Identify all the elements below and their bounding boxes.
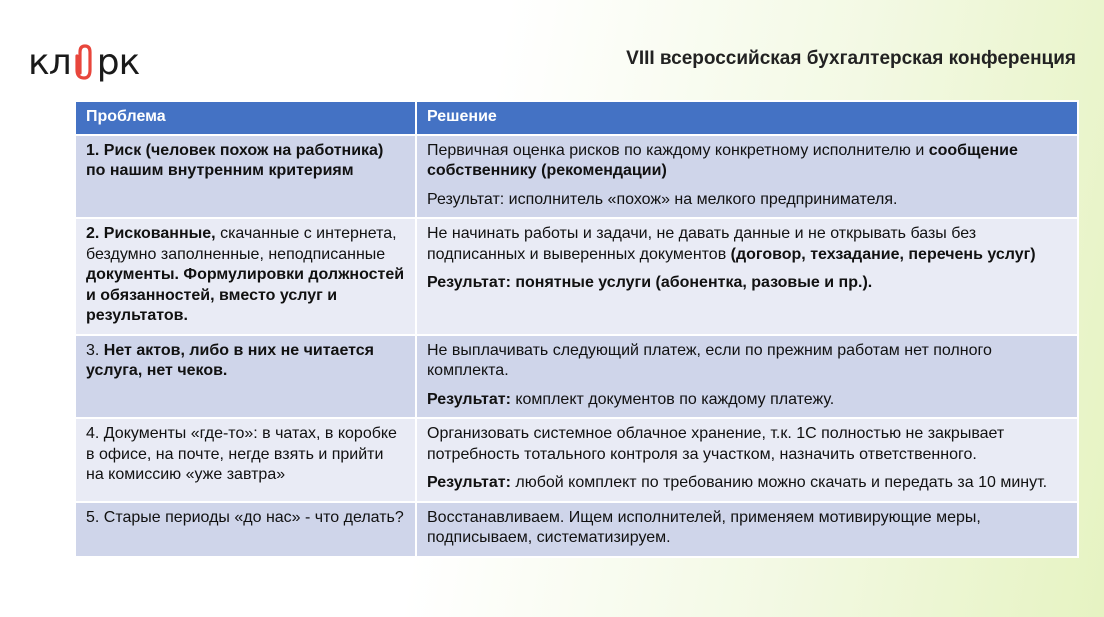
problem-bold-text: документы. Формулировки должностей и обязанностей, вместо услуг и результатов.	[86, 266, 405, 324]
problem-text: 4. Документы «где-то»: в чатах, в коробке в офисе, на почте, негде взять и прийти на комиссию «уже завтра»	[86, 425, 397, 483]
solution-cell	[416, 335, 1078, 419]
problem-text: 5. Старые периоды «до нас» - что делать?	[86, 508, 404, 526]
solution-bold-text: (договор, техзадание, перечень услуг)	[730, 245, 1036, 263]
logo-text-left: кл	[28, 41, 71, 83]
header-solution: Решение	[416, 101, 1078, 135]
result-label: Результат:	[427, 390, 511, 408]
paperclip-logo-icon	[72, 43, 96, 81]
result-label: Результат:	[427, 474, 511, 491]
result-text: Результат: исполнитель «похож» на мелкого предпринимателя.	[427, 190, 898, 208]
problem-cell	[75, 502, 416, 557]
solution-bold-text: сообщение собственнику (рекомендации)	[427, 141, 1018, 179]
solution-text: Первичная оценка рисков по каждому конкретному исполнителю и	[427, 141, 929, 159]
problem-text: скачанные с интернета, бездумно заполненные, неподписанные	[86, 225, 397, 263]
result-text: Результат: понятные услуги (абонентка, разовые и пр.).	[427, 274, 873, 291]
conference-title: VIII всероссийская бухгалтерская конференция	[626, 48, 1076, 69]
problem-bold-text: 2. Рискованные,	[86, 225, 216, 242]
solution-text: Не выплачивать следующий платеж, если по прежним работам нет полного комплекта.	[427, 341, 992, 379]
solution-text: Организовать системное облачное хранение, т.к. 1С полностью не закрывает потребность тотального контроля за участком, назначить ответственного.	[427, 425, 1005, 463]
problem-solution-table	[74, 100, 1079, 558]
problem-text: 1. Риск (человек похож на работника) по нашим внутренним критериям	[86, 141, 384, 179]
logo-text-right: рк	[96, 41, 140, 83]
solution-cell	[416, 502, 1078, 557]
solution-cell	[416, 418, 1078, 502]
solution-text: Восстанавливаем. Ищем исполнителей, применяем мотивирующие меры, подписываем, систематизируем.	[427, 508, 981, 546]
problem-cell	[75, 335, 416, 419]
table-row	[75, 418, 1078, 502]
header-problem: Проблема	[75, 101, 416, 135]
klerk-logo	[28, 40, 139, 84]
problem-cell	[75, 218, 416, 335]
solution-cell	[416, 135, 1078, 219]
table-header-row	[75, 101, 1078, 135]
table-row	[75, 502, 1078, 557]
problem-number: 3.	[86, 341, 104, 359]
solution-text: Не начинать работы и задачи, не давать данные и не открывать базы без подписанных и выверенных документов	[427, 225, 977, 263]
solution-cell	[416, 218, 1078, 335]
table-row	[75, 218, 1078, 335]
problem-cell	[75, 418, 416, 502]
result-text: комплект документов по каждому платежу.	[510, 390, 835, 408]
problem-cell	[75, 135, 416, 219]
problem-bold-text: Нет актов, либо в них не читается услуга, нет чеков.	[86, 341, 374, 379]
table-row	[75, 135, 1078, 219]
result-text: любой комплект по требованию можно скачать и передать за 10 минут.	[510, 474, 1048, 491]
table-row	[75, 335, 1078, 419]
